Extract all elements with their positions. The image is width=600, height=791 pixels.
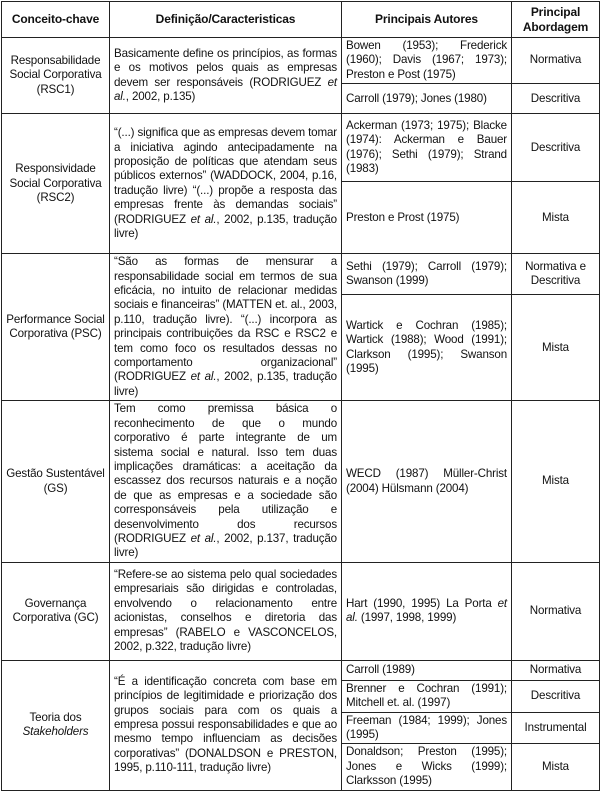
- approach-cell: Mista: [512, 744, 600, 790]
- header-row: [2, 2, 600, 38]
- approach-cell: Normativa: [512, 660, 600, 680]
- definition-cell: Basicamente define os princípios, as formas e os motivos pelos quais as empresas devem ser responsáveis (RODRIGUEZ et al., 2002, p.135): [110, 38, 342, 114]
- definition-cell: Tem como premissa básica o reconhecimento de que o mundo corporativo é parte integrante de um sistema social e natural. Isso tem duas implicações dramáticas: a aceitação da escassez dos recursos naturais e a noção de que as empresas e a sociedade são corresponsáveis pela utilização e desenvolvimento dos recursos (RODRIGUEZ et al., 2002, p.137, tradução livre): [110, 401, 342, 562]
- definition-cell: “(...) significa que as empresas devem tomar a iniciativa agindo antecipadamente na proposição de políticas que atendam seus públicos externos” (WADDOCK, 2004, p.16, tradução livre) “(...) propõe a resposta das empresas frente às demandas sociais” (RODRIGUEZ et al., 2002, p.135, tradução livre): [110, 114, 342, 254]
- approach-cell: Mista: [512, 295, 600, 401]
- header-definition: Definição/Caracteristicas: [110, 2, 342, 38]
- authors-cell: WECD (1987) Müller-Christ (2004) Hülsmann (2004): [342, 401, 512, 562]
- authors-cell: Hart (1990, 1995) La Porta et al. (1997, 1998, 1999): [342, 562, 512, 660]
- header-concept: Conceito-chave: [2, 2, 110, 38]
- approach-cell: Normativa: [512, 562, 600, 660]
- table-row: [2, 660, 600, 680]
- approach-cell: Mista: [512, 182, 600, 254]
- authors-cell: Wartick e Cochran (1985); Wartick (1988); Wood (1991); Clarkson (1995); Swanson (1995): [342, 295, 512, 401]
- concept-cell: Gestão Sustentável (GS): [2, 401, 110, 562]
- approach-cell: Descritiva: [512, 680, 600, 712]
- approach-cell: Instrumental: [512, 712, 600, 744]
- authors-cell: Preston e Prost (1975): [342, 182, 512, 254]
- authors-cell: Freeman (1984; 1999); Jones (1995): [342, 712, 512, 744]
- definition-cell: “São as formas de mensurar a responsabilidade social em termos de sua eficácia, no intuito de relacionar medidas sociais e financeiras” (MATTEN et. al., 2003, p.110, tradução livre). “(...) incorpora as principais contribuições da RSC e RSC2 e tem como foco os resultados dessas no comportamento organizacional” (RODRIGUEZ et al., 2002, p.135, tradução livre): [110, 254, 342, 401]
- authors-cell: Carroll (1989): [342, 660, 512, 680]
- header-authors: Principais Autores: [342, 2, 512, 38]
- table-row: [2, 562, 600, 660]
- authors-cell: Brenner e Cochran (1991); Mitchell et. al. (1997): [342, 680, 512, 712]
- authors-cell: Bowen (1953); Frederick (1960); Davis (1967; 1973); Preston e Post (1975): [342, 38, 512, 84]
- table-row: [2, 114, 600, 182]
- table-row: [2, 254, 600, 295]
- concept-cell: Responsividade Social Corporativa (RSC2): [2, 114, 110, 254]
- table-row: [2, 401, 600, 562]
- concept-cell: Teoria dos Stakeholders: [2, 660, 110, 790]
- authors-cell: Ackerman (1973; 1975); Blacke (1974): Ackerman e Bauer (1976); Sethi (1979); Strand (1983): [342, 114, 512, 182]
- concept-cell: Responsabilidade Social Corporativa (RSC1): [2, 38, 110, 114]
- approach-cell: Normativa: [512, 38, 600, 84]
- approach-cell: Descritiva: [512, 114, 600, 182]
- definition-cell: “É a identificação concreta com base em princípios de legitimidade e priorização dos grupos sociais para com os quais a empresa possui responsabilidades e que ao mesmo tempo influenciam as decisões corporativas” (DONALDSON e PRESTON, 1995, p.110-111, tradução livre): [110, 660, 342, 790]
- definition-cell: “Refere-se ao sistema pelo qual sociedades empresariais são dirigidas e controladas, envolvendo o relacionamento entre acionistas, conselhos e diretoria das empresas” (RABELO e VASCONCELOS, 2002, p.322, tradução livre): [110, 562, 342, 660]
- authors-cell: Carroll (1979); Jones (1980): [342, 84, 512, 114]
- concept-cell: Governança Corporativa (GC): [2, 562, 110, 660]
- authors-cell: Sethi (1979); Carroll (1979); Swanson (1999): [342, 254, 512, 295]
- approach-cell: Descritiva: [512, 84, 600, 114]
- header-approach: Principal Abordagem: [512, 2, 600, 38]
- concepts-table: [1, 1, 600, 791]
- authors-cell: Donaldson; Preston (1995); Jones e Wicks (1999); Clarksson (1995): [342, 744, 512, 790]
- approach-cell: Mista: [512, 401, 600, 562]
- approach-cell: Normativa e Descritiva: [512, 254, 600, 295]
- table-row: [2, 38, 600, 84]
- concept-cell: Performance Social Corporativa (PSC): [2, 254, 110, 401]
